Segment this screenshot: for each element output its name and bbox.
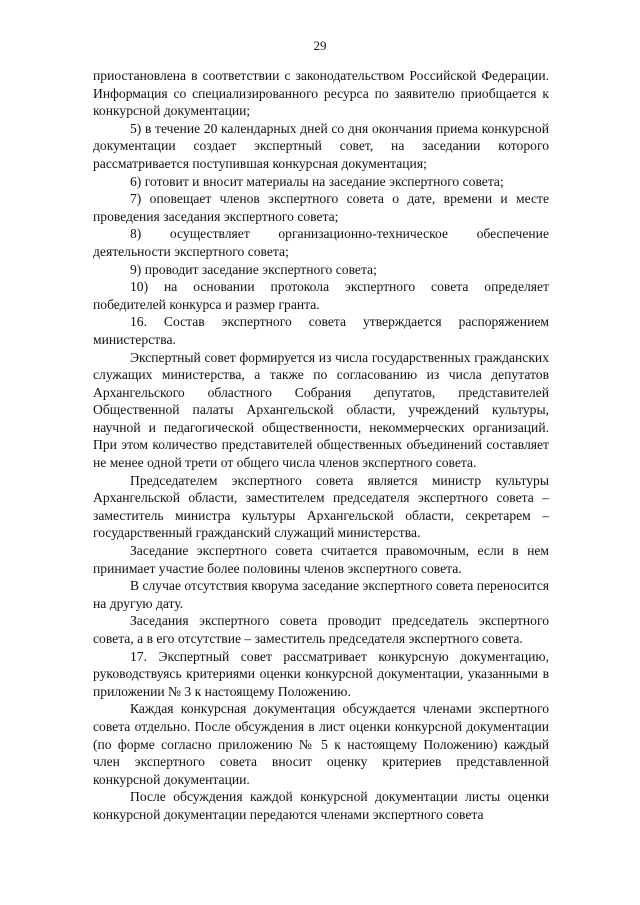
paragraph-no-quorum: В случае отсутствия кворума заседание экспертного совета переносится на другую дату.: [93, 578, 549, 611]
list-item-10: 10) на основании протокола экспертного совета определяет победителей конкурса и размер гранта.: [93, 279, 549, 312]
paragraph-continuation: приостановлена в соответствии с законодательством Российской Федерации. Информация со специализированного ресурса по заявителю приобщается к конкурсной документации;: [93, 68, 549, 119]
page-number: 29: [313, 38, 327, 53]
document-body: [93, 67, 549, 824]
paragraph-quorum: Заседание экспертного совета считается правомочным, если в нем принимает участие более половины членов экспертного совета.: [93, 543, 549, 576]
paragraph-evaluation: Каждая конкурсная документация обсуждается членами экспертного совета отдельно. После обсуждения в лист оценки конкурсной документации (по форме согласно приложению № 5 к настоящему Положению) каждый член экспертного совета вносит оценку критериев представленной конкурсной документации.: [93, 701, 549, 787]
list-item-9: 9) проводит заседание экспертного совета;: [130, 261, 377, 277]
list-item-7: 7) оповещает членов экспертного совета о дате, времени и месте проведения заседания экспертного совета;: [93, 191, 549, 224]
clause-17: 17. Экспертный совет рассматривает конкурсную документацию, руководствуясь критериями оценки конкурсной документации, указанными в приложении № 3 к настоящему Положению.: [93, 648, 549, 699]
paragraph-council-composition: Экспертный совет формируется из числа государственных гражданских служащих министерства, а также по согласованию из числа депутатов Архангельского областного Собрания депутатов, представителей Общественной палаты Архангельской области, учреждений культуры, научной и педагогической общественности, некоммерческих организаций. При этом количество представителей общественных объединений составляет не менее одной трети от общего числа членов экспертного совета.: [93, 349, 549, 471]
paragraph-meeting-chair: Заседания экспертного совета проводит председатель экспертного совета, а в его отсутствие – заместитель председателя экспертного совета.: [93, 613, 549, 646]
paragraph-evaluation-sheets: После обсуждения каждой конкурсной документации листы оценки конкурсной документации передаются членами экспертного совета: [93, 789, 549, 822]
list-item-5: 5) в течение 20 календарных дней со дня окончания приема конкурсной документации создает экспертный совет, на заседании которого рассматривается поступившая конкурсная документация;: [93, 120, 549, 171]
paragraph-council-chair: Председателем экспертного совета является министр культуры Архангельской области, заместителем председателя экспертного совета – заместитель министра культуры Архангельской области, секретарем – государственный гражданский служащий министерства.: [93, 472, 549, 541]
list-item-8: 8) осуществляет организационно-техническое обеспечение деятельности экспертного совета;: [93, 226, 549, 259]
list-item-6: 6) готовит и вносит материалы на заседание экспертного совета;: [130, 173, 504, 189]
clause-16: 16. Состав экспертного совета утверждается распоряжением министерства.: [93, 314, 549, 347]
